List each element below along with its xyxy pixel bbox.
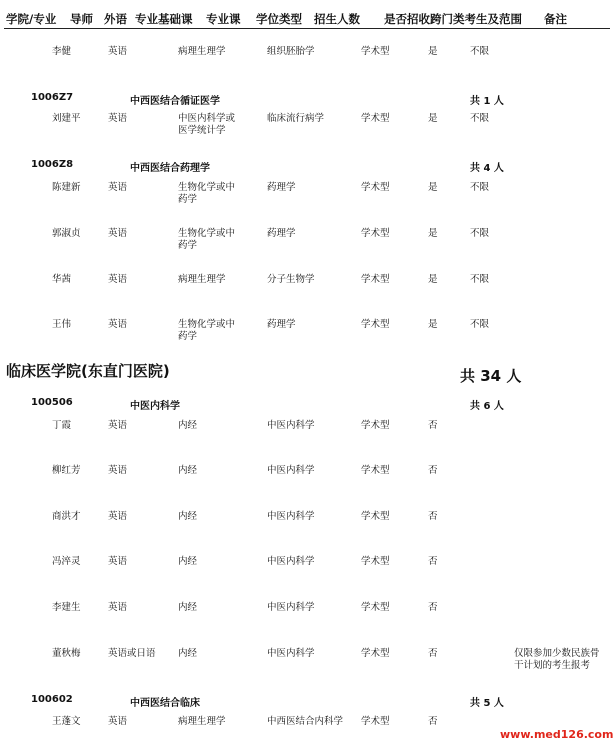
foreign-lang: 英语 bbox=[108, 46, 128, 57]
major-name: 中医内科学 bbox=[130, 401, 180, 412]
basic-course: 病理生理学 bbox=[178, 46, 226, 57]
major-course: 中医内科学 bbox=[267, 602, 315, 613]
foreign-lang: 英语 bbox=[108, 465, 128, 476]
major-name: 中西医结合药理学 bbox=[130, 163, 210, 174]
cross-range: 不限 bbox=[470, 182, 490, 193]
basic-course: 内经 bbox=[178, 602, 198, 613]
degree-type: 学术型 bbox=[361, 465, 390, 476]
major-total: 共 5 人 bbox=[470, 698, 504, 709]
cross-range: 不限 bbox=[470, 46, 490, 57]
degree-type: 学术型 bbox=[361, 113, 390, 124]
degree-type: 学术型 bbox=[361, 716, 390, 727]
major-course: 中西医结合内科学 bbox=[267, 716, 344, 727]
cross-range: 不限 bbox=[470, 113, 490, 124]
major-course: 临床流行病学 bbox=[267, 113, 325, 124]
major-course: 中医内科学 bbox=[267, 420, 315, 431]
advisor-name: 李建生 bbox=[52, 602, 81, 613]
foreign-lang: 英语 bbox=[108, 420, 128, 431]
cross-allowed: 是 bbox=[428, 274, 438, 285]
header-college-major: 学院/专业 bbox=[6, 12, 57, 26]
basic-course: 内经 bbox=[178, 420, 198, 431]
foreign-lang: 英语 bbox=[108, 602, 128, 613]
cross-allowed: 否 bbox=[428, 465, 438, 476]
advisor-name: 董秋梅 bbox=[52, 648, 81, 659]
degree-type: 学术型 bbox=[361, 228, 390, 239]
cross-allowed: 否 bbox=[428, 556, 438, 567]
degree-type: 学术型 bbox=[361, 46, 390, 57]
foreign-lang: 英语 bbox=[108, 511, 128, 522]
cross-allowed: 否 bbox=[428, 420, 438, 431]
cross-allowed: 否 bbox=[428, 602, 438, 613]
major-name: 中西医结合循证医学 bbox=[130, 96, 220, 107]
degree-type: 学术型 bbox=[361, 182, 390, 193]
cross-allowed: 是 bbox=[428, 46, 438, 57]
advisor-name: 王伟 bbox=[52, 319, 72, 330]
site-watermark: www.med126.com bbox=[500, 728, 614, 741]
row-note: 仅限参加少数民族骨干计划的考生报考 bbox=[514, 648, 600, 671]
college-total: 共 34 人 bbox=[460, 367, 522, 385]
cross-allowed: 否 bbox=[428, 716, 438, 727]
major-code: 1006Z7 bbox=[31, 92, 74, 103]
header-enrollment: 招生人数 bbox=[314, 12, 360, 26]
major-course: 药理学 bbox=[267, 182, 296, 193]
basic-course: 内经 bbox=[178, 511, 198, 522]
basic-course: 内经 bbox=[178, 465, 198, 476]
advisor-name: 刘建平 bbox=[52, 113, 81, 124]
cross-allowed: 是 bbox=[428, 228, 438, 239]
degree-type: 学术型 bbox=[361, 556, 390, 567]
basic-course: 生物化学或中药学 bbox=[178, 319, 236, 342]
major-course: 中医内科学 bbox=[267, 511, 315, 522]
major-course: 中医内科学 bbox=[267, 648, 315, 659]
cross-allowed: 是 bbox=[428, 319, 438, 330]
advisor-name: 丁霞 bbox=[52, 420, 72, 431]
foreign-lang: 英语 bbox=[108, 228, 128, 239]
basic-course: 生物化学或中药学 bbox=[178, 182, 236, 205]
major-course: 药理学 bbox=[267, 228, 296, 239]
major-total: 共 1 人 bbox=[470, 96, 504, 107]
basic-course: 中医内科学或医学统计学 bbox=[178, 113, 236, 136]
header-foreign-lang: 外语 bbox=[104, 12, 127, 26]
foreign-lang: 英语 bbox=[108, 113, 128, 124]
header-notes: 备注 bbox=[544, 12, 567, 26]
degree-type: 学术型 bbox=[361, 420, 390, 431]
header-cross-discipline: 是否招收跨门类考生及范围 bbox=[384, 12, 522, 26]
advisor-name: 华茜 bbox=[52, 274, 72, 285]
advisor-name: 李健 bbox=[52, 46, 72, 57]
foreign-lang: 英语 bbox=[108, 319, 128, 330]
advisor-name: 冯淬灵 bbox=[52, 556, 81, 567]
advisor-name: 王蓬文 bbox=[52, 716, 81, 727]
cross-allowed: 是 bbox=[428, 182, 438, 193]
cross-range: 不限 bbox=[470, 319, 490, 330]
degree-type: 学术型 bbox=[361, 648, 390, 659]
basic-course: 内经 bbox=[178, 556, 198, 567]
college-title: 临床医学院(东直门医院) bbox=[6, 362, 170, 380]
basic-course: 病理生理学 bbox=[178, 716, 226, 727]
major-course: 中医内科学 bbox=[267, 556, 315, 567]
major-course: 中医内科学 bbox=[267, 465, 315, 476]
degree-type: 学术型 bbox=[361, 602, 390, 613]
basic-course: 内经 bbox=[178, 648, 198, 659]
foreign-lang: 英语 bbox=[108, 274, 128, 285]
major-course: 组织胚胎学 bbox=[267, 46, 315, 57]
advisor-name: 陈建新 bbox=[52, 182, 81, 193]
major-course: 药理学 bbox=[267, 319, 296, 330]
header-divider bbox=[4, 28, 610, 29]
cross-allowed: 是 bbox=[428, 113, 438, 124]
major-code: 1006Z8 bbox=[31, 159, 74, 170]
advisor-name: 商洪才 bbox=[52, 511, 81, 522]
major-total: 共 6 人 bbox=[470, 401, 504, 412]
foreign-lang: 英语 bbox=[108, 182, 128, 193]
major-code: 100602 bbox=[31, 694, 73, 705]
cross-allowed: 否 bbox=[428, 511, 438, 522]
header-basic-course: 专业基础课 bbox=[135, 12, 193, 26]
header-degree-type: 学位类型 bbox=[256, 12, 302, 26]
foreign-lang: 英语 bbox=[108, 716, 128, 727]
degree-type: 学术型 bbox=[361, 274, 390, 285]
advisor-name: 柳红芳 bbox=[52, 465, 81, 476]
foreign-lang: 英语或日语 bbox=[108, 648, 156, 659]
major-name: 中西医结合临床 bbox=[130, 698, 200, 709]
basic-course: 病理生理学 bbox=[178, 274, 226, 285]
header-advisor: 导师 bbox=[70, 12, 93, 26]
major-course: 分子生物学 bbox=[267, 274, 315, 285]
cross-range: 不限 bbox=[470, 274, 490, 285]
cross-allowed: 否 bbox=[428, 648, 438, 659]
major-total: 共 4 人 bbox=[470, 163, 504, 174]
cross-range: 不限 bbox=[470, 228, 490, 239]
foreign-lang: 英语 bbox=[108, 556, 128, 567]
basic-course: 生物化学或中药学 bbox=[178, 228, 236, 251]
advisor-name: 郭淑贞 bbox=[52, 228, 81, 239]
header-major-course: 专业课 bbox=[206, 12, 241, 26]
degree-type: 学术型 bbox=[361, 511, 390, 522]
degree-type: 学术型 bbox=[361, 319, 390, 330]
major-code: 100506 bbox=[31, 397, 73, 408]
